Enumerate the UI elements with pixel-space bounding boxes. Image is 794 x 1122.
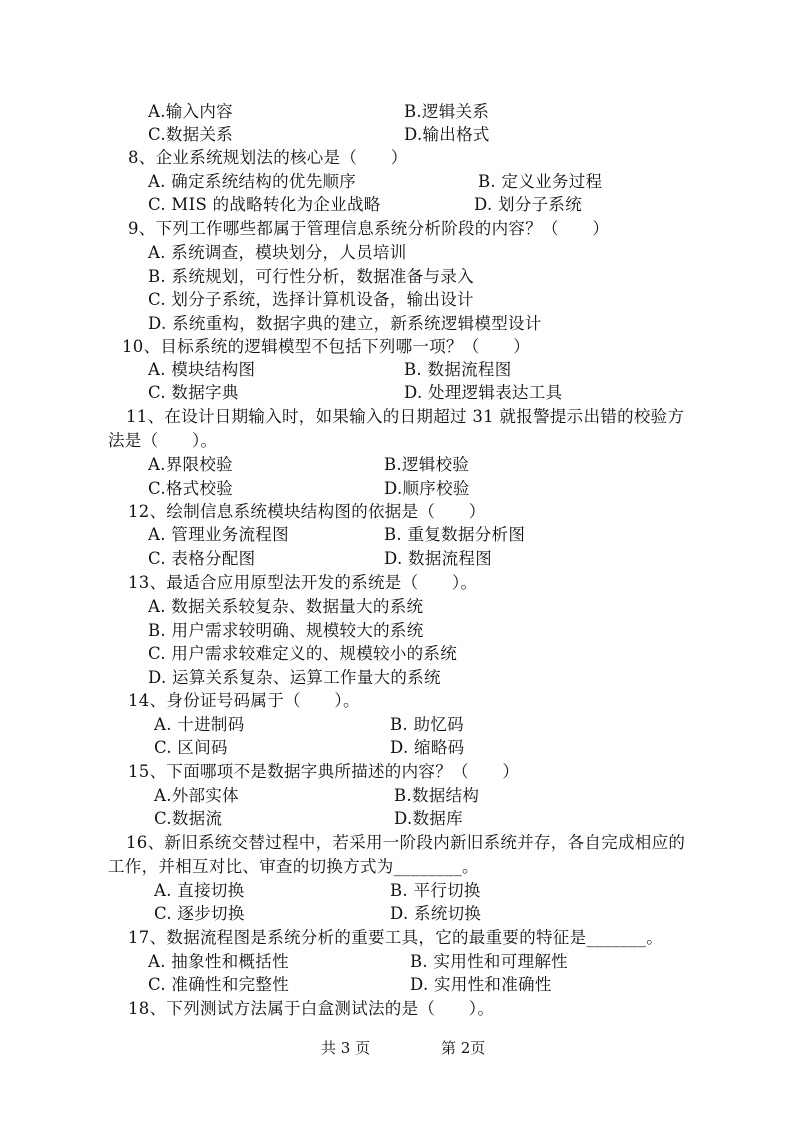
option-q15-a: A.外部实体 <box>154 786 239 805</box>
option-q10-c: C. 数据字典 <box>148 383 239 402</box>
question-12: 12、绘制信息系统模块结构图的依据是（ ） <box>128 502 486 521</box>
option-q9-b: B. 系统规划，可行性分析，数据准备与录入 <box>148 267 474 286</box>
option-q17-c: C. 准确性和完整性 <box>148 975 290 994</box>
option-q14-c: C. 区间码 <box>154 738 228 757</box>
option-q12-d: D. 数据流程图 <box>384 549 493 568</box>
option-q11-b: B.逻辑校验 <box>384 455 470 474</box>
question-15: 15、下面哪项不是数据字典所描述的内容？（ ） <box>128 762 520 781</box>
option-q13-d: D. 运算关系复杂、运算工作量大的系统 <box>148 668 441 687</box>
option-q16-d: D. 系统切换 <box>390 904 482 923</box>
option-q8-d: D. 划分子系统 <box>474 195 583 214</box>
option-q16-b: B. 平行切换 <box>390 881 481 900</box>
option-q11-a: A.界限校验 <box>148 455 233 474</box>
option-q10-d: D. 处理逻辑表达工具 <box>404 383 563 402</box>
option-q12-b: B. 重复数据分析图 <box>384 525 526 544</box>
option-q13-b: B. 用户需求较明确、规模较大的系统 <box>148 621 424 640</box>
option-q8-a: A. 确定系统结构的优先顺序 <box>148 172 357 191</box>
question-10: 10、目标系统的逻辑模型不包括下列哪一项？（ ） <box>122 337 530 356</box>
option-q12-c: C. 表格分配图 <box>148 549 256 568</box>
question-17: 17、数据流程图是系统分析的重要工具，它的最重要的特征是_______。 <box>128 928 664 947</box>
option-q8-c: C. MIS 的战略转化为企业战略 <box>148 195 381 214</box>
option-q7-a: A.输入内容 <box>148 102 233 121</box>
total-pages: 共 3 页 <box>321 1039 371 1057</box>
question-8: 8、企业系统规划法的核心是（ ） <box>128 148 408 167</box>
question-11-line-1: 11、在设计日期输入时，如果输入的日期超过 31 就报警提示出错的校验方 <box>126 407 685 426</box>
option-q15-b: B.数据结构 <box>394 786 480 805</box>
option-q16-c: C. 逐步切换 <box>154 904 245 923</box>
question-13: 13、最适合应用原型法开发的系统是（ ）。 <box>128 573 478 592</box>
option-q13-a: A. 数据关系较复杂、数据量大的系统 <box>148 597 424 616</box>
option-q14-a: A. 十进制码 <box>154 715 245 734</box>
option-q8-b: B. 定义业务过程 <box>478 172 603 191</box>
option-q9-c: C. 划分子系统，选择计算机设备，输出设计 <box>148 290 474 309</box>
question-16-line-1: 16、新旧系统交替过程中，若采用一阶段内新旧系统并存，各自完成相应的 <box>126 833 686 852</box>
option-q13-c: C. 用户需求较难定义的、规模较小的系统 <box>148 644 458 663</box>
option-q7-b: B.逻辑关系 <box>404 102 490 121</box>
question-9: 9、下列工作哪些都属于管理信息系统分析阶段的内容？（ ） <box>128 219 610 238</box>
option-q10-b: B. 数据流程图 <box>404 360 512 379</box>
option-q9-d: D. 系统重构，数据字典的建立，新系统逻辑模型设计 <box>148 314 542 333</box>
option-q17-a: A. 抽象性和概括性 <box>148 952 289 971</box>
question-18: 18、下列测试方法属于白盒测试法的是（ ）。 <box>128 999 495 1018</box>
option-q11-c: C.格式校验 <box>148 479 234 498</box>
option-q15-c: C.数据流 <box>154 809 223 828</box>
option-q7-c: C.数据关系 <box>148 125 234 144</box>
option-q11-d: D.顺序校验 <box>384 479 470 498</box>
option-q9-a: A. 系统调查，模块划分，人员培训 <box>148 243 407 262</box>
option-q17-b: B. 实用性和可理解性 <box>410 952 568 971</box>
option-q16-a: A. 直接切换 <box>154 881 245 900</box>
option-q15-d: D.数据库 <box>394 809 463 828</box>
question-11-line-2: 法是（ ）。 <box>108 431 218 450</box>
question-14: 14、身份证号码属于（ ）。 <box>128 691 360 710</box>
option-q14-b: B. 助忆码 <box>390 715 464 734</box>
option-q17-d: D. 实用性和准确性 <box>410 975 552 994</box>
current-page: 第 2页 <box>441 1039 486 1057</box>
question-16-line-2: 工作，并相互对比、审查的切换方式为________。 <box>108 857 479 876</box>
option-q12-a: A. 管理业务流程图 <box>148 525 289 544</box>
option-q14-d: D. 缩略码 <box>390 738 465 757</box>
option-q7-d: D.输出格式 <box>404 125 490 144</box>
option-q10-a: A. 模块结构图 <box>148 360 256 379</box>
